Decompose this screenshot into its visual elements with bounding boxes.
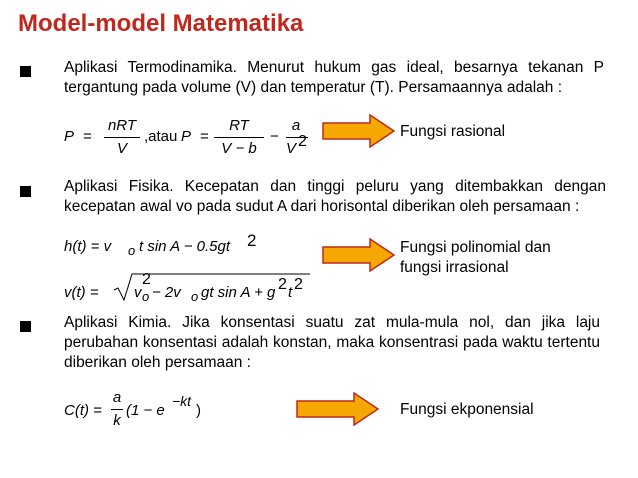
label-rational-function: Fungsi rasional: [400, 123, 506, 140]
eq1-den3-exponent: 2: [298, 133, 307, 150]
eq1-den1: V: [116, 140, 127, 157]
eq3-fracline: [111, 409, 123, 410]
eq1-num3: a: [291, 117, 301, 134]
eq1-num1: nRT: [107, 117, 137, 134]
eq2-v-sub2: o: [191, 289, 199, 304]
arrow-right-icon: [322, 114, 396, 148]
eq3-exponent: −kt: [172, 393, 192, 409]
eq2-v-lhs: v(t) =: [64, 284, 99, 301]
eq1-fracline1: [104, 137, 140, 138]
eq1-lhs2: P: [181, 128, 192, 145]
arrow-right-icon: [296, 392, 380, 426]
eq2-h-exponent: 2: [247, 231, 257, 250]
bullet-icon: [20, 66, 31, 77]
eq1-den2: V − b: [221, 140, 257, 157]
eq1-equals-1: =: [83, 128, 92, 145]
eq1-num2: RT: [229, 117, 249, 134]
eq2-v-t: t: [288, 284, 293, 301]
eq1-equals-2: =: [200, 128, 209, 145]
eq3-close: ): [196, 402, 201, 419]
eq1-fracline2: [214, 137, 264, 138]
eq2-h-line: h(t) = v: [64, 238, 112, 255]
eq2-v-rest: gt sin A + g: [201, 284, 276, 301]
section-2-text: Aplikasi Fisika. Kecepatan dan tinggi peluru yang ditembakkan dengan kecepatan awal vo pada sudut A dari horisontal diberikan oleh persamaan :: [64, 178, 606, 215]
page-title: Model-model Matematika: [18, 10, 304, 37]
eq2-h-rest: t sin A − 0.5gt: [139, 238, 231, 255]
eq1-minus: −: [270, 128, 279, 145]
eq2-v-exp2: 2: [278, 276, 287, 293]
eq3-den: k: [113, 412, 121, 429]
label-exponential-function: Fungsi ekponensial: [400, 401, 534, 418]
eq2-v-mid: − 2v: [152, 284, 181, 301]
eq1-atau: ,atau: [144, 128, 178, 145]
bullet-icon: [20, 321, 31, 332]
eq2-v-body: v: [134, 284, 142, 301]
eq3-body: (1 − e: [126, 402, 165, 419]
label-polynomial-irrational-function: Fungsi polinomial dan fungsi irrasional: [400, 239, 551, 276]
eq3-lhs: C(t) =: [64, 402, 102, 419]
eq3-num: a: [112, 389, 122, 406]
arrow-right-icon: [322, 238, 396, 272]
eq1-den3: V: [286, 140, 297, 157]
eq2-h-sub: o: [128, 243, 136, 258]
eq1-lhs1: P: [64, 128, 75, 145]
section-3-text: Aplikasi Kimia. Jika konsentasi suatu zat mula-mula nol, dan jika laju perubahan konsentasi adalah konstan, maka konsentrasi pada waktu tertentu diberikan oleh persamaan :: [64, 314, 600, 371]
eq2-v-exp3: 2: [294, 276, 303, 293]
section-1-text: Aplikasi Termodinamika. Menurut hukum gas ideal, besarnya tekanan P tergantung pada volume (V) dan temperatur (T). Persamaannya adalah :: [64, 59, 604, 96]
eq2-v-exp1: 2: [142, 271, 151, 288]
bullet-icon: [20, 186, 31, 197]
eq2-v-sub1: o: [142, 289, 150, 304]
